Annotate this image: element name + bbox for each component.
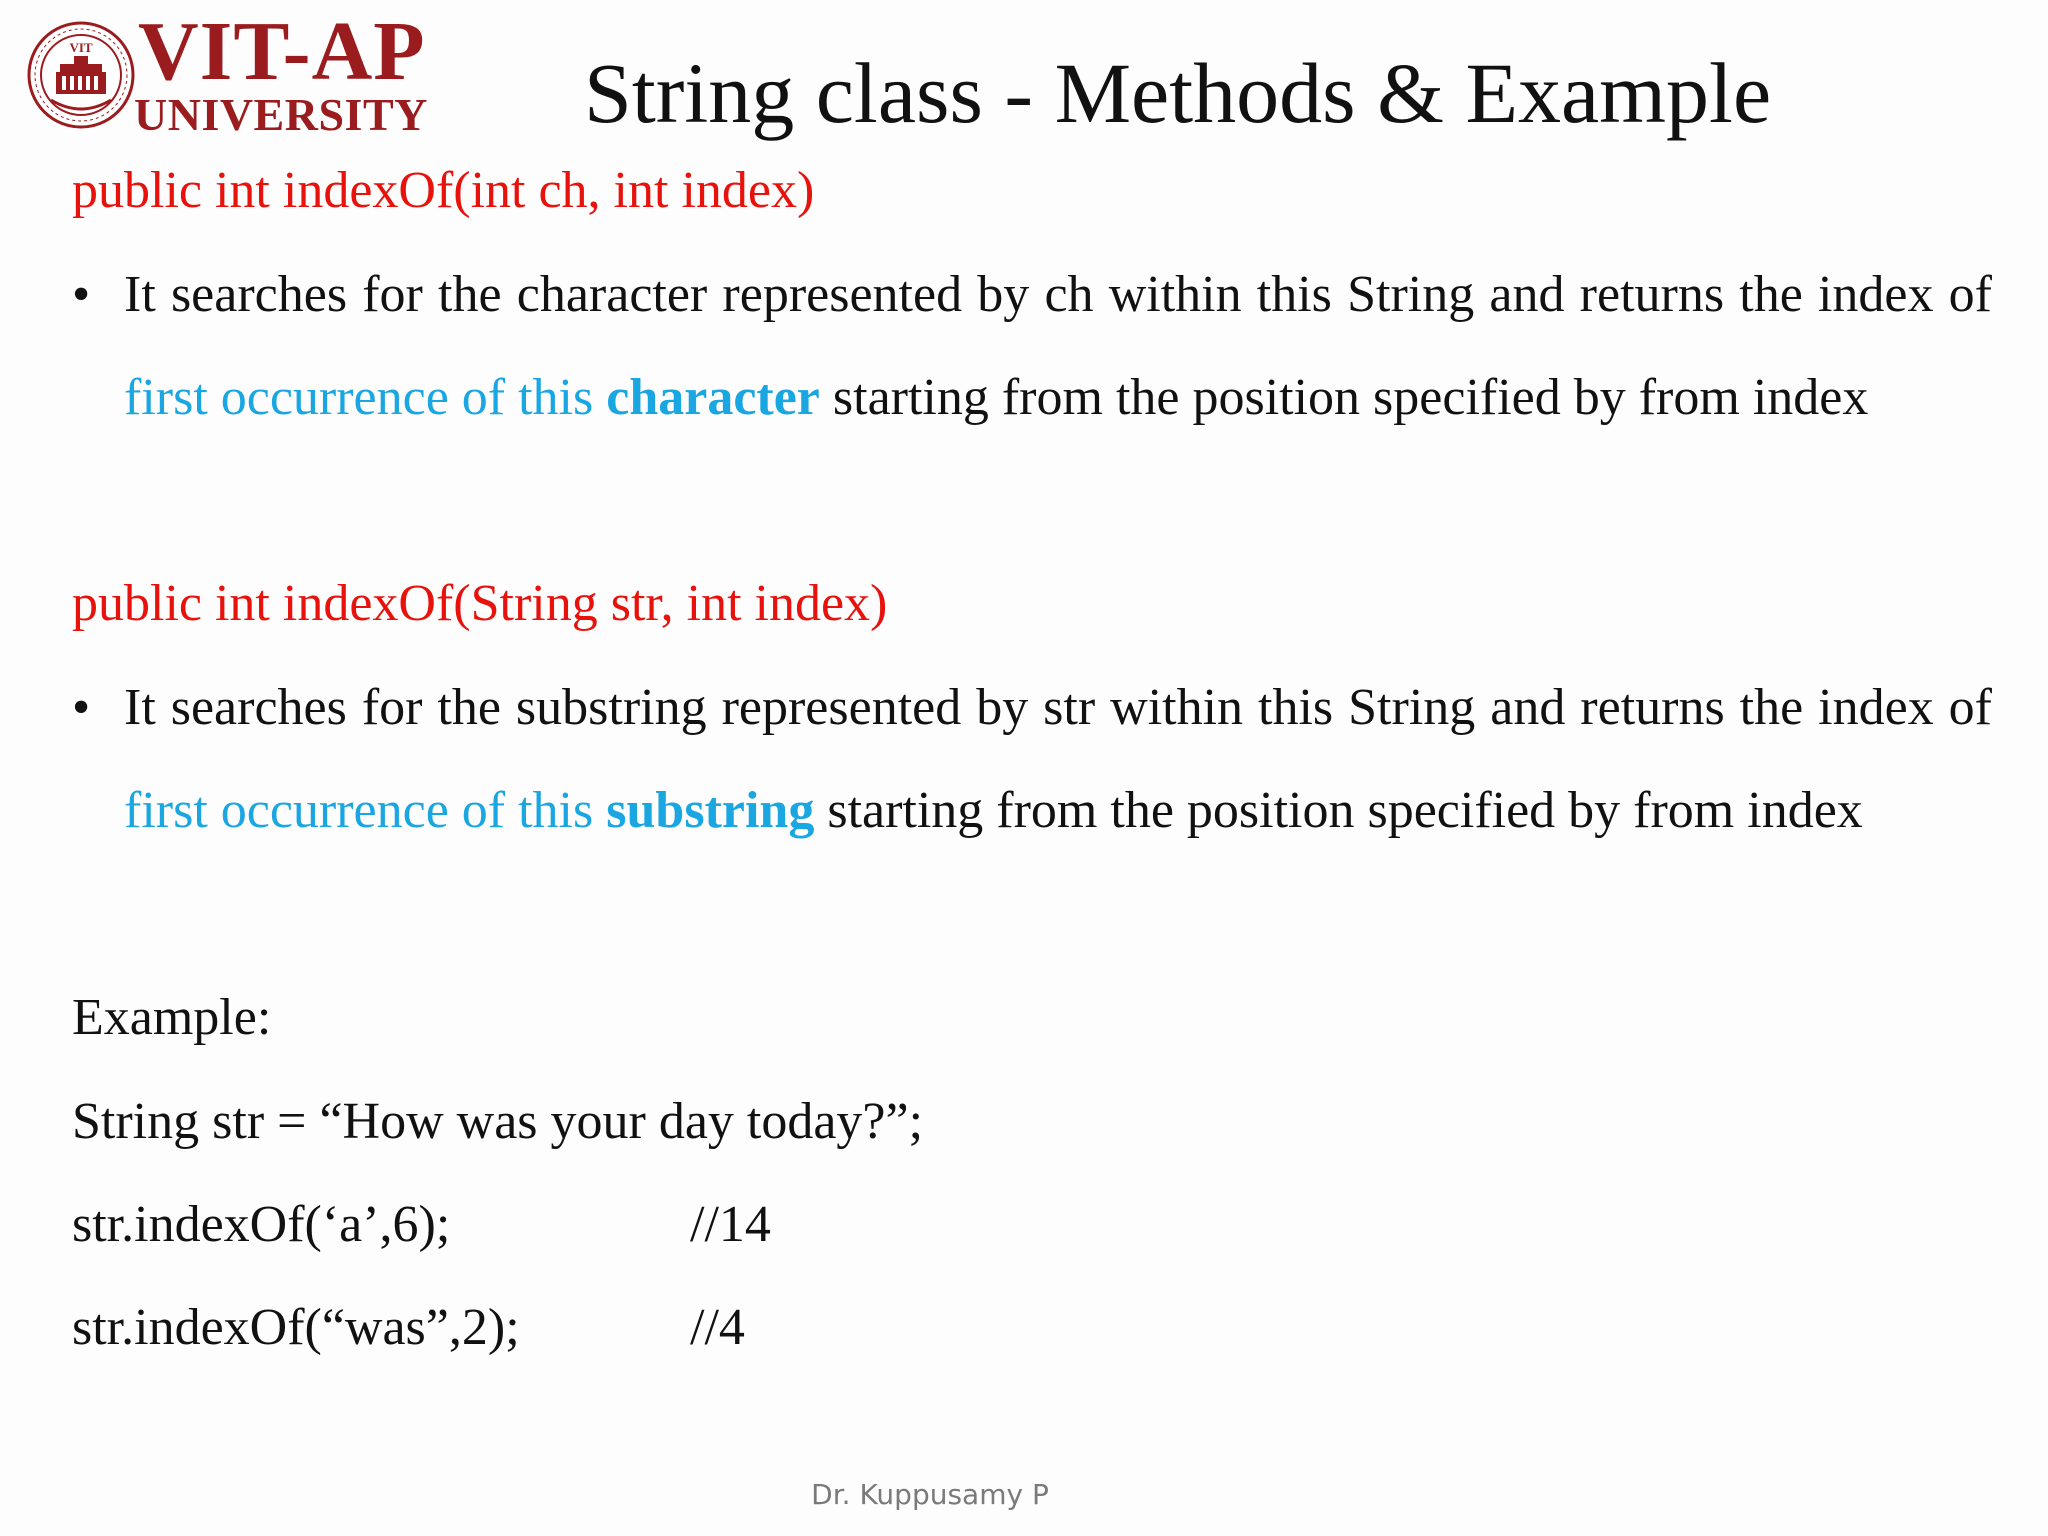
logo-name-bottom: UNIVERSITY <box>134 89 428 140</box>
example-call-2: str.indexOf(“was”,2); <box>72 1299 520 1356</box>
example-result-2: //4 <box>690 1299 745 1356</box>
method1-highlight: first occurrence of this <box>124 369 607 426</box>
slide-title: String class - Methods & Example <box>584 45 1772 141</box>
method1-description <box>72 243 1992 449</box>
method1-text-before: It searches for the character represented by ch within this String and returns the index of <box>124 266 1992 323</box>
method1-text-after: starting from the position specified by from index <box>819 369 1869 426</box>
university-seal-icon <box>26 20 136 130</box>
seal-text: VIT <box>69 40 93 55</box>
method2-description <box>72 656 1992 862</box>
method1-text <box>124 243 1992 449</box>
method2-highlight: first occurrence of this <box>124 782 607 839</box>
method2-text-before: It searches for the substring represented by str within this String and returns the index of <box>124 679 1992 736</box>
bullet-icon: • <box>72 679 91 736</box>
method2-text-after: starting from the position specified by from index <box>814 782 1863 839</box>
logo-name-top: VIT-AP <box>138 5 426 98</box>
bullet-icon: • <box>72 266 91 323</box>
method2-highlight-bold: substring <box>606 782 815 839</box>
example-label: Example: <box>72 989 272 1046</box>
method2-text <box>124 656 1992 862</box>
method1-highlight-bold: character <box>606 369 820 426</box>
example-result-1: //14 <box>690 1196 771 1253</box>
method2-signature: public int indexOf(String str, int index) <box>72 575 888 632</box>
method1-signature: public int indexOf(int ch, int index) <box>72 162 815 219</box>
footer-author: Dr. Kuppusamy P <box>811 1478 1049 1511</box>
example-call-1: str.indexOf(‘a’,6); <box>72 1196 451 1253</box>
example-declaration: String str = “How was your day today?”; <box>72 1093 924 1150</box>
university-logo <box>26 5 428 140</box>
